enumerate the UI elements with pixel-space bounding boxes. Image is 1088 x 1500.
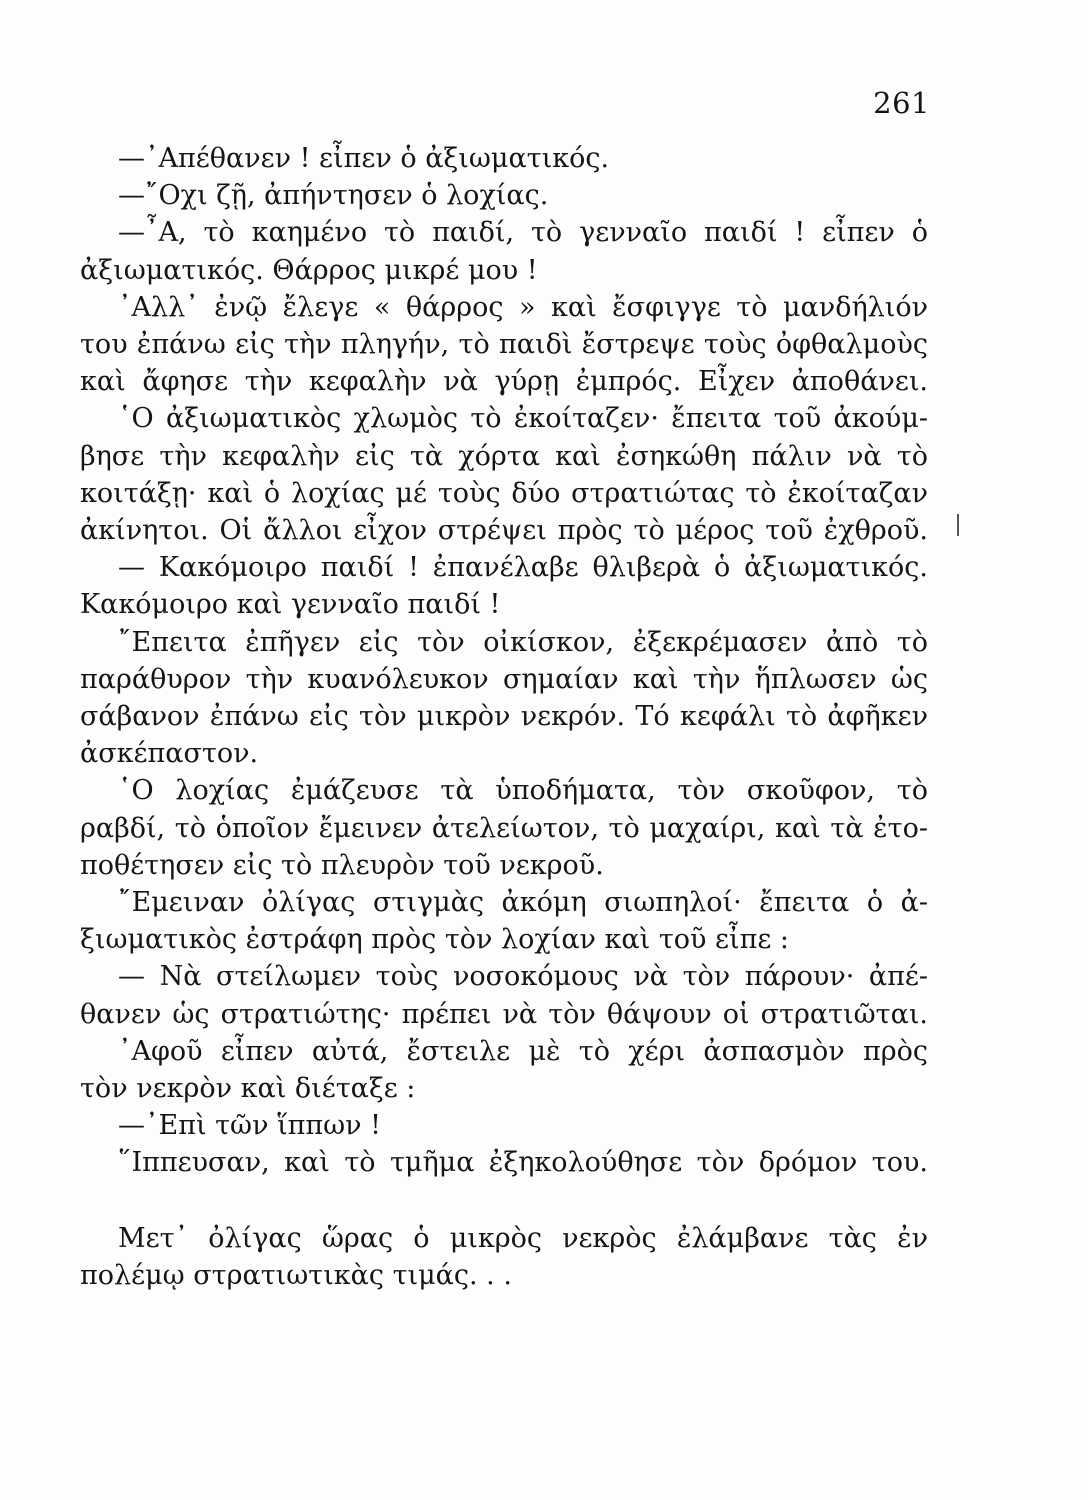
text-line: Μετ᾿ ὀλίγας ὥρας ὁ μικρὸς νεκρὸς ἐλάμβανε τὰς ἐν [118, 1222, 928, 1254]
text-line: Κακόμοιρο καὶ γενναῖο παιδί ! [80, 589, 501, 621]
text-line: τὸν νεκρὸν καὶ διέταξε : [80, 1073, 416, 1105]
text-line: ῎Εμειναν ὀλίγας στιγμὰς ἀκόμη σιωπηλοί· ἔπειτα ὁ ἀ- [118, 887, 928, 919]
page-number: 261 [873, 86, 930, 120]
text-line: καὶ ἄφησε τὴν κεφαλὴν νὰ γύρῃ ἐμπρός. Εἶχεν ἀποθάνει. [80, 366, 928, 398]
text-line: ἀσκέπαστον. [80, 738, 259, 770]
text-line: παράθυρον τὴν κυανόλευκον σημαίαν καὶ τὴν ἥπλωσεν ὡς [80, 663, 928, 695]
text-line: —῎Οχι ζῇ, ἀπήντησεν ὁ λοχίας. [118, 180, 549, 212]
text-line: — Κακόμοιρο παιδί ! ἐπανέλαβε θλιβερὰ ὁ ἀξιωματικός. [118, 552, 928, 584]
text-line: ποθέτησεν εἰς τὸ πλευρὸν τοῦ νεκροῦ. [80, 849, 604, 881]
text-line: —᾿Απέθανεν ! εἶπεν ὁ ἀξιωματικός. [118, 143, 610, 174]
text-line: ῾Ο λοχίας ἐμάζευσε τὰ ὑποδήματα, τὸν σκοῦφον, τὸ [118, 775, 928, 807]
text-line: ᾿Αφοῦ εἶπεν αὐτά, ἔστειλε μὲ τὸ χέρι ἀσπασμὸν πρὸς [118, 1035, 928, 1067]
text-line: ραβδί, τὸ ὁποῖον ἔμεινεν ἀτελείωτον, τὸ μαχαίρι, καὶ τὰ ἐτο- [80, 812, 928, 844]
text-line: βησε τὴν κεφαλὴν εἰς τὰ χόρτα καὶ ἐσηκώθη πάλιν νὰ τὸ [80, 440, 928, 472]
text-line: ξιωματικὸς ἐστράφη πρὸς τὸν λοχίαν καὶ τοῦ εἶπε : [80, 924, 790, 956]
text-line: κοιτάξῃ· καὶ ὁ λοχίας μέ τοὺς δύο στρατιώτας τὸ ἐκοίταζαν [80, 477, 928, 509]
text-line: ῞Ιππευσαν, καὶ τὸ τμῆμα ἐξηκολούθησε τὸν δρόμον του. [118, 1147, 928, 1179]
text-line: ῾Ο ἀξιωματικὸς χλωμὸς τὸ ἐκοίταζεν· ἔπειτα τοῦ ἀκούμ- [118, 403, 928, 435]
text-line: —῏Α, τὸ καημένο τὸ παιδί, τὸ γενναῖο παιδί ! εἶπεν ὁ [118, 217, 928, 249]
paragraph-gap [80, 1182, 928, 1220]
text-line: θανεν ὡς στρατιώτης· πρέπει νὰ τὸν θάψουν οἱ στρατιῶται. [80, 998, 928, 1030]
text-line: ᾿Αλλ᾿ ἐνῷ ἔλεγε « θάρρος » καὶ ἔσφιγγε τὸ μανδήλιόν [118, 291, 928, 323]
text-line: σάβανον ἐπάνω εἰς τὸν μικρὸν νεκρόν. Τό κεφάλι τὸ ἀφῆκεν [80, 701, 928, 733]
text-line: ἀξιωματικός. Θάρρος μικρέ μου ! [80, 254, 538, 286]
text-line: ἀκίνητοι. Οἱ ἄλλοι εἶχον στρέψει πρὸς τὸ μέρος τοῦ ἐχθροῦ. [80, 515, 928, 547]
text-line: ῎Επειτα ἐπῆγεν εἰς τὸν οἰκίσκον, ἐξεκρέμασεν ἀπὸ τὸ [118, 626, 928, 658]
text-line: —᾿Επὶ τῶν ἵππων ! [118, 1110, 382, 1142]
margin-mark [957, 514, 959, 536]
body-text [80, 140, 928, 1294]
text-line: — Νὰ στείλωμεν τοὺς νοσοκόμους νὰ τὸν πάρουν· ἀπέ- [118, 961, 928, 993]
text-line: πολέμῳ στρατιωτικὰς τιμάς. . . [80, 1259, 512, 1291]
text-line: του ἐπάνω εἰς τὴν πληγήν, τὸ παιδὶ ἔστρεψε τοὺς ὀφθαλμοὺς [80, 329, 928, 361]
